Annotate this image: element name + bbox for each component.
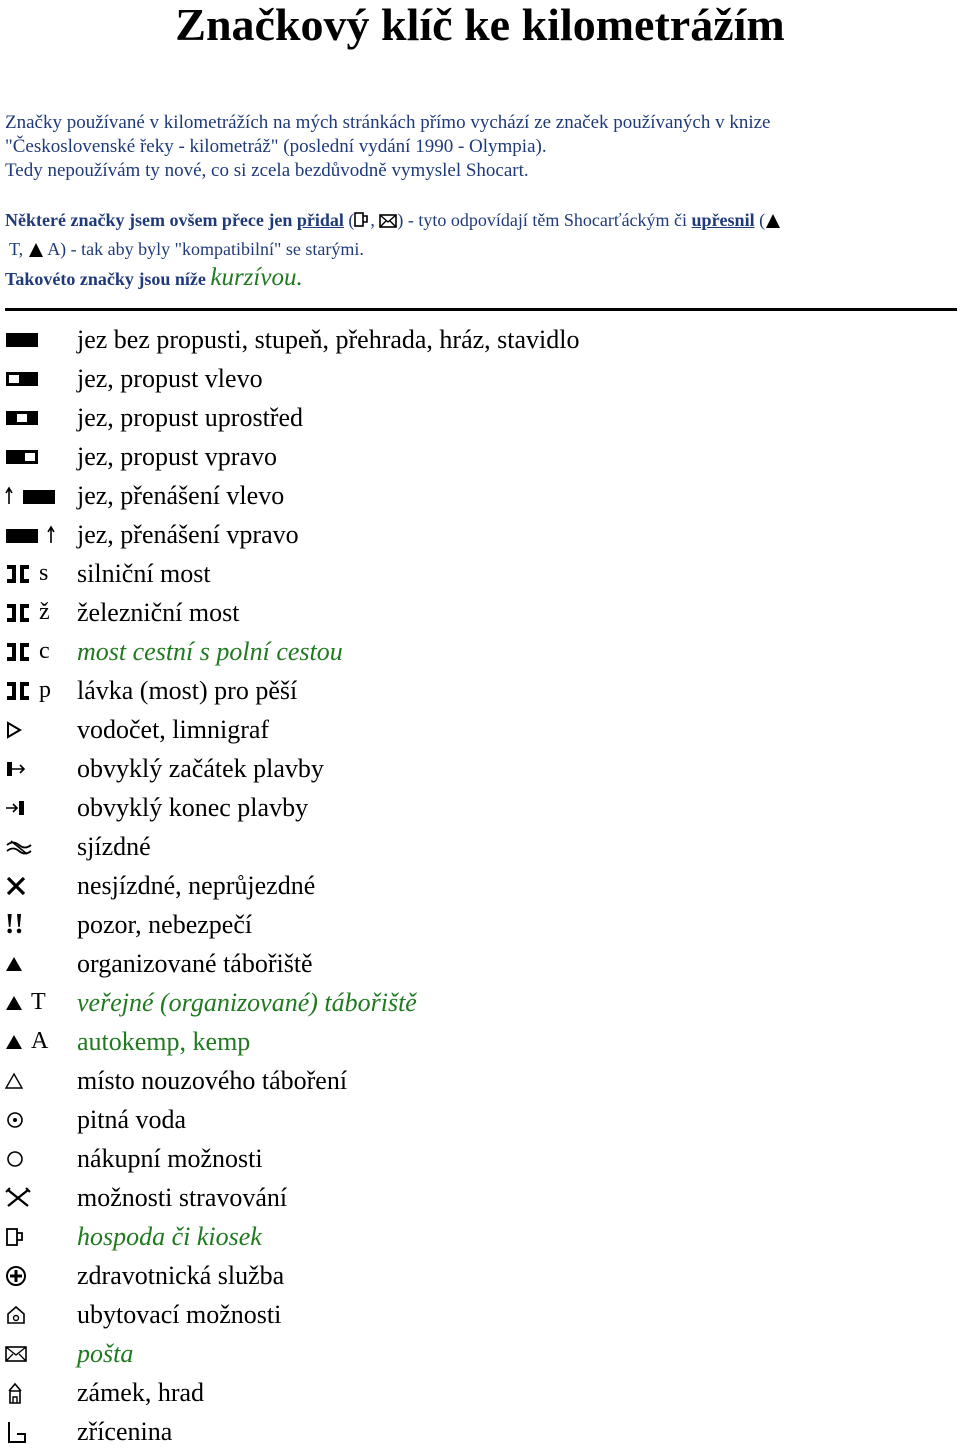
pub-icon [5, 1226, 25, 1248]
tent-icon [5, 1033, 23, 1051]
legend-row [0, 866, 960, 905]
legend-row [0, 1373, 960, 1412]
portage-left-icon [5, 486, 57, 506]
legend-symbol [5, 710, 73, 749]
legend-row [0, 1256, 960, 1295]
legend-row [0, 593, 960, 632]
legend-row [0, 632, 960, 671]
intro-paragraph [5, 111, 945, 183]
legend-row [0, 398, 960, 437]
danger-icon: !! [5, 908, 24, 940]
legend-row [0, 749, 960, 788]
legend-symbol [5, 320, 73, 359]
symbol-suffix: A [31, 1028, 49, 1054]
legend-label: autokemp, kemp [77, 1027, 251, 1056]
shop-icon [5, 1149, 25, 1169]
food-icon [5, 1187, 31, 1209]
legend-row [0, 1061, 960, 1100]
legend-row [0, 1412, 960, 1451]
divider [5, 308, 957, 311]
legend-label: možnosti stravování [77, 1183, 288, 1212]
legend-symbol [5, 1295, 73, 1334]
legend-symbol [5, 398, 73, 437]
legend-label: nákupní možnosti [77, 1144, 263, 1173]
legend-symbol [5, 1217, 73, 1256]
legend-label: jez, přenášení vlevo [77, 481, 285, 510]
legend-symbol [5, 671, 73, 710]
legend-row [0, 1100, 960, 1139]
legend-label: nesjízdné, neprůjezdné [77, 871, 316, 900]
not-navigable-icon [5, 875, 27, 897]
legend-symbol [5, 1256, 73, 1295]
legend-label: jez, propust vlevo [77, 364, 263, 393]
legend-label: železniční most [77, 598, 240, 627]
legend-label: vodočet, limnigraf [77, 715, 270, 744]
legend-symbol [5, 1022, 73, 1061]
bridge-icon [5, 603, 31, 623]
post-icon [379, 210, 397, 236]
legend-symbol [5, 1412, 73, 1451]
italic-example: kurzívou. [210, 264, 303, 291]
tent-icon [5, 955, 23, 973]
legend-label: hospoda či kiosek [77, 1222, 262, 1251]
tent-icon [5, 994, 23, 1012]
legend-row [0, 1334, 960, 1373]
legend-symbol [5, 788, 73, 827]
symbol-suffix: p [39, 677, 51, 703]
legend-label: zřícenina [77, 1417, 173, 1446]
legend-row [0, 944, 960, 983]
legend-row [0, 710, 960, 749]
legend-label: pozor, nebezpečí [77, 910, 253, 939]
legend-row [0, 1178, 960, 1217]
pub-icon [354, 210, 370, 236]
legend-symbol [5, 359, 73, 398]
legend-row [0, 1139, 960, 1178]
legend-row [0, 827, 960, 866]
bridge-icon [5, 681, 31, 701]
page-title: Značkový klíč ke kilometrážím [175, 0, 785, 50]
tent-icon [765, 210, 781, 236]
legend-label: pošta [77, 1339, 134, 1368]
additions-lead: Některé značky jsem ovšem přece jen [5, 210, 293, 230]
legend-symbol [5, 749, 73, 788]
legend-row [0, 515, 960, 554]
intro-line: Tedy nepoužívám ty nové, co si zcela bezdůvodně vymyslel Shocart. [5, 160, 529, 181]
additions-paragraph: Některé značky jsem ovšem přece jen přidal ( , ) - tyto odpovídají těm Shocarťáckým či upřesnil ( T, A) - tak aby byly "kompatibilní" se starými. Takovéto značky jsou níže kurzívou. [5, 207, 945, 292]
bridge-icon [5, 564, 31, 584]
weir-solid-icon [5, 331, 39, 349]
legend-label: místo nouzového táboření [77, 1066, 348, 1095]
legend-label: jez, propust vpravo [77, 442, 278, 471]
weir-pass-middle-icon [5, 409, 39, 427]
intro-line: "Československé řeky - kilometráž" (poslední vydání 1990 - Olympia). [5, 136, 547, 157]
legend-label: obvyklý začátek plavby [77, 754, 324, 783]
symbol-suffix: T [31, 989, 46, 1015]
legend-label: pitná voda [77, 1105, 187, 1134]
legend-row [0, 359, 960, 398]
legend-symbol [5, 437, 73, 476]
legend-row [0, 1022, 960, 1061]
lodging-icon [5, 1304, 27, 1326]
legend-symbol [5, 1061, 73, 1100]
legend-symbol [5, 632, 73, 671]
legend-row [0, 1295, 960, 1334]
legend-label: ubytovací možnosti [77, 1300, 282, 1329]
symbol-suffix: s [39, 560, 49, 586]
legend-symbol [5, 1334, 73, 1373]
portage-right-icon [5, 525, 57, 545]
legend-row [0, 320, 960, 359]
symbol-suffix: c [39, 638, 50, 664]
gauge-icon [5, 721, 23, 739]
start-icon [5, 759, 27, 779]
bridge-icon [5, 642, 31, 662]
legend-symbol [5, 905, 73, 944]
legend-symbol [5, 827, 73, 866]
legend-symbol [5, 554, 73, 593]
legend-label: obvyklý konec plavby [77, 793, 309, 822]
italic-note: Takovéto značky jsou níže [5, 269, 206, 289]
legend-row [0, 671, 960, 710]
tent-icon [28, 239, 44, 265]
legend-label: zdravotnická služba [77, 1261, 285, 1290]
legend-row [0, 983, 960, 1022]
tent-outline-icon [5, 1072, 23, 1090]
legend-symbol [5, 1139, 73, 1178]
added-link[interactable]: přidal [296, 210, 344, 230]
navigable-icon [5, 837, 33, 857]
drinking-water-icon [5, 1110, 25, 1130]
legend-label: organizované tábořiště [77, 949, 313, 978]
legend-symbol [5, 866, 73, 905]
weir-pass-right-icon [5, 448, 39, 466]
legend-symbol [5, 515, 73, 554]
legend-label: silniční most [77, 559, 211, 588]
legend-label: jez, přenášení vpravo [77, 520, 299, 549]
refined-link[interactable]: upřesnil [691, 210, 755, 230]
end-icon [5, 798, 27, 818]
legend-symbol [5, 593, 73, 632]
legend-symbol [5, 1100, 73, 1139]
weir-pass-left-icon [5, 370, 39, 388]
post-icon [5, 1345, 27, 1363]
legend-row [0, 554, 960, 593]
legend-row [0, 437, 960, 476]
medical-icon [5, 1265, 27, 1287]
legend-label: lávka (most) pro pěší [77, 676, 298, 705]
legend-symbol [5, 1178, 73, 1217]
legend-row [0, 905, 960, 944]
castle-icon [5, 1381, 25, 1405]
legend-label: jez, propust uprostřed [77, 403, 304, 432]
legend-symbol [5, 944, 73, 983]
legend-symbol [5, 983, 73, 1022]
legend-row [0, 1217, 960, 1256]
legend-row [0, 476, 960, 515]
legend-label: jez bez propusti, stupeň, přehrada, hráz, stavidlo [77, 325, 580, 354]
legend-label: sjízdné [77, 832, 151, 861]
intro-line: Značky používané v kilometrážích na mých stránkách přímo vychází ze značek používaných v knize [5, 112, 771, 133]
legend-row [0, 788, 960, 827]
legend-symbol [5, 1373, 73, 1412]
legend-symbol [5, 476, 73, 515]
legend-label: zámek, hrad [77, 1378, 205, 1407]
legend-label: most cestní s polní cestou [77, 637, 343, 666]
symbol-suffix: ž [39, 599, 50, 625]
legend-label: veřejné (organizované) tábořiště [77, 988, 417, 1017]
